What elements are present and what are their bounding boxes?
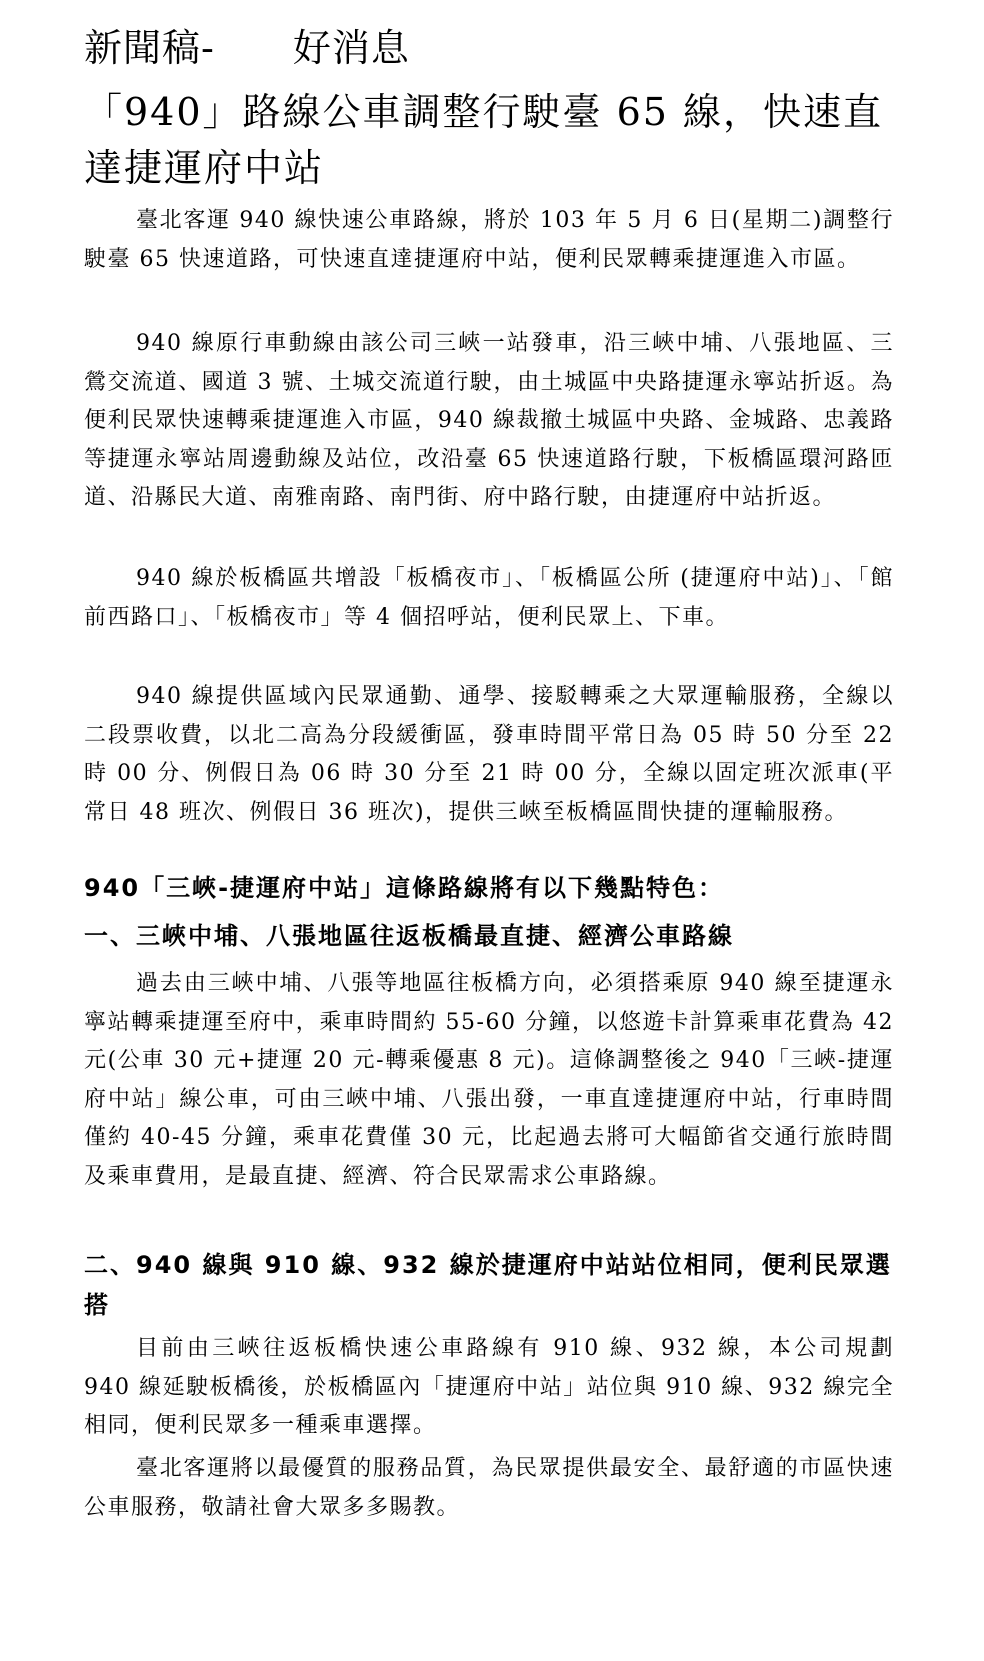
- feature-one-heading: 一、三峽中埔、八張地區往返板橋最直捷、經濟公車路線: [84, 922, 734, 950]
- paragraph-route-adjustment: 臺北客運 940 線快速公車路線，將於 103 年 5 月 6 日(星期二)調整行駛臺 65 快速道路，可快速直達捷運府中站，便利民眾轉乘捷運進入市區。: [84, 208, 894, 272]
- paragraph-original-route: 940 線原行車動線由該公司三峽一站發車，沿三峽中埔、八張地區、三鶯交流道、國道 3 號、土城交流道行駛，由土城區中央路捷運永寧站折返。為便利民眾快速轉乘捷運進入市區，940 線裁撤土城區中央路、金城路、忠義路等捷運永寧站周邊動線及站位，改沿臺 65 快速道路行駛，下板橋區環河路匝道、沿縣民大道、南雅南路、南門街、府中路行駛，由捷運府中站折返。: [84, 331, 894, 510]
- paragraph-service-schedule: 940 線提供區域內民眾通勤、通學、接駁轉乘之大眾運輸服務，全線以二段票收費，以北二高為分段緩衝區，發車時間平常日為 05 時 50 分至 22 時 00 分、例假日為 06 時 30 分至 21 時 00 分，全線以固定班次派車(平常日 48 班次、例假日 36 班次)，提供三峽至板橋區間快捷的運輸服務。: [84, 684, 894, 825]
- paragraph-time-cost-savings: 過去由三峽中埔、八張等地區往板橋方向，必須搭乘原 940 線至捷運永寧站轉乘捷運至府中，乘車時間約 55-60 分鐘，以悠遊卡計算乘車花費為 42 元(公車 30 元+捷運 20 元-轉乘優惠 8 元)。這條調整後之 940「三峽-捷運府中站」線公車，可由三峽中埔、八張出發，一車直達捷運府中站，行車時間僅約 40-45 分鐘，乘車花費僅 30 元，比起過去將可大幅節省交通行旅時間及乘車費用，是最直捷、經濟、符合民眾需求公車路線。: [84, 971, 894, 1189]
- document-label: 新聞稿- 好消息: [84, 26, 410, 70]
- feature-two-heading: 二、940 線與 910 線、932 線於捷運府中站站位相同，便利民眾選搭: [84, 1251, 892, 1319]
- paragraph-shared-stops: 目前由三峽往返板橋快速公車路線有 910 線、932 線，本公司規劃 940 線延駛板橋後，於板橋區內「捷運府中站」站位與 910 線、932 線完全相同，便利民眾多一種乘車選擇。: [84, 1336, 894, 1438]
- document-title: 「940」路線公車調整行駛臺 65 線，快速直達捷運府中站: [84, 90, 884, 190]
- paragraph-new-stops: 940 線於板橋區共增設「板橋夜市」、「板橋區公所 (捷運府中站)」、「館前西路口」、「板橋夜市」等 4 個招呼站，便利民眾上、下車。: [84, 566, 894, 630]
- paragraph-closing: 臺北客運將以最優質的服務品質，為民眾提供最安全、最舒適的市區快速公車服務，敬請社會大眾多多賜教。: [84, 1456, 894, 1520]
- features-heading: 940「三峽-捷運府中站」這條路線將有以下幾點特色：: [84, 874, 725, 902]
